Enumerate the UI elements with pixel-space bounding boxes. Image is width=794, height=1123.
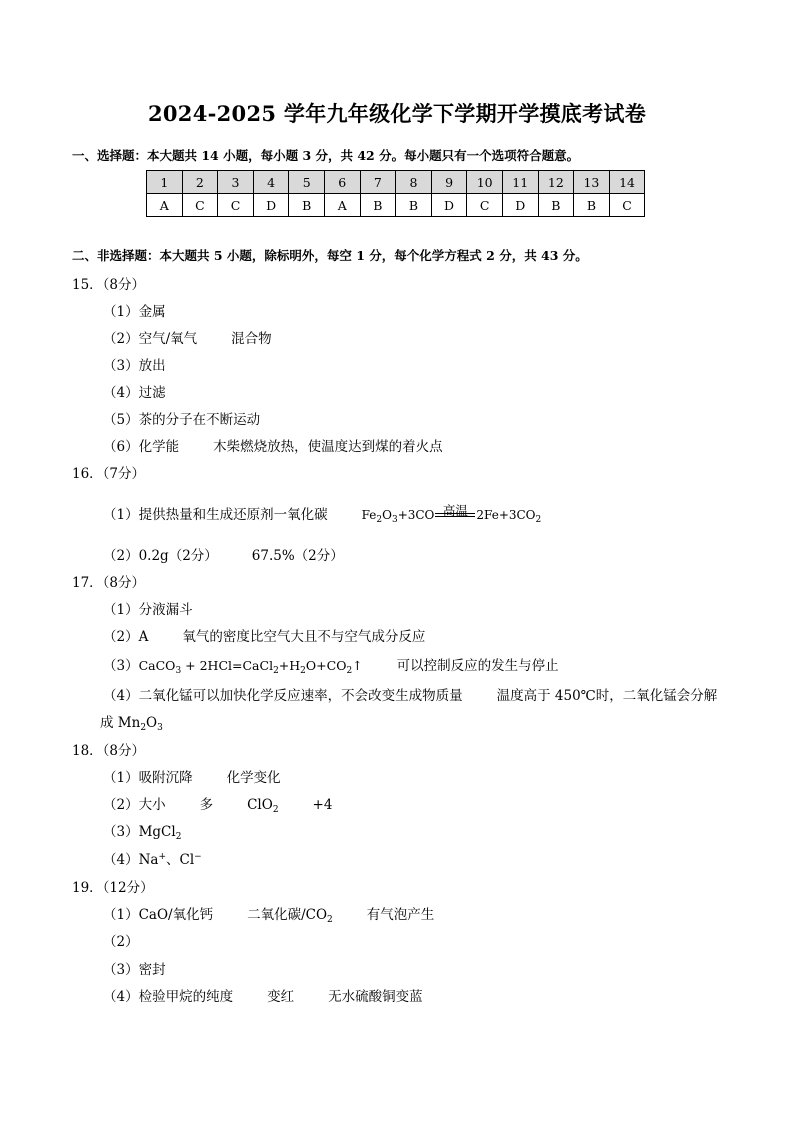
question-number-cell: 1 — [147, 171, 183, 194]
q18-answer-1 — [103, 766, 281, 786]
question-number-cell: 5 — [289, 171, 325, 194]
q19-answer-1a: （1）CaO/氧化钙 — [103, 907, 214, 923]
q19-answer-1c: 有气泡产生 — [366, 907, 435, 923]
q19-answer-4c: 无水硫酸铜变蓝 — [328, 989, 423, 1005]
answer-cell: B — [538, 194, 574, 217]
question-17-label: 17．（8分） — [72, 575, 146, 591]
answer-cell: C — [218, 194, 254, 217]
section2-heading: 二、非选择题：本大题共 5 小题，除标明外，每空 1 分，每个化学方程式 2 分，共 43 分。 — [72, 248, 588, 263]
q17-answer-4a: （4）二氧化锰可以加快化学反应速率，不会改变生成物质量 — [103, 688, 463, 704]
q19-answer-1 — [103, 903, 434, 923]
q17-answer-4 — [103, 684, 717, 704]
question-number-cell: 7 — [360, 171, 396, 194]
page-title: 2024-2025 学年九年级化学下学期开学摸底考试卷 — [147, 101, 647, 126]
q15-answer-5: （5）茶的分子在不断运动 — [103, 412, 261, 428]
q18-answer-3: （3）MgCl$_2$ — [103, 824, 182, 842]
q15-answer-2 — [103, 327, 272, 347]
q15-answer-6 — [103, 435, 443, 455]
question-number-cell: 4 — [253, 171, 289, 194]
q15-answer-6a: （6）化学能 — [103, 439, 180, 455]
q17-answer-1: （1）分液漏斗 — [103, 602, 193, 618]
question-number-cell: 11 — [502, 171, 538, 194]
q18-answer-2b: 多 — [199, 797, 214, 813]
answer-cell: B — [574, 194, 610, 217]
question-number-cell: 10 — [467, 171, 503, 194]
q16-answer-2a: （2）0.2g（2分） — [103, 548, 218, 564]
q19-answer-4b: 变红 — [267, 989, 295, 1005]
q17-answer-2b: 氧气的密度比空气大且不与空气成分反应 — [182, 629, 426, 645]
q19-answer-4a: （4）检验甲烷的纯度 — [103, 989, 234, 1005]
question-number-cell: 3 — [218, 171, 254, 194]
q17-answer-2 — [103, 625, 425, 645]
q19-answer-2: （2） — [103, 934, 139, 950]
q17-equation: CaCO$_3$ + $2HCl=CaCl_2+H_2O+CO_2↑$ — [138, 658, 363, 676]
q18-answer-1b: 化学变化 — [226, 770, 281, 786]
question-number-cell: 14 — [609, 171, 645, 194]
q17-answer-4-continued: 成 $Mn_2O_3$ — [100, 715, 163, 733]
answer-cell: B — [360, 194, 396, 217]
answer-cell: D — [253, 194, 289, 217]
question-number-cell: 12 — [538, 171, 574, 194]
q17-answer-4b: 温度高于 450℃时，二氧化锰会分解 — [496, 688, 718, 704]
q18-answer-4: （4）Na+、Cl− — [103, 852, 202, 868]
section1-heading: 一、选择题：本大题共 14 小题，每小题 3 分，共 42 分。每小题只有一个选项符合题意。 — [72, 148, 580, 163]
q15-answer-2a: （2）空气/氧气 — [103, 331, 198, 347]
q19-answer-3: （3）密封 — [103, 962, 166, 978]
answer-cell: C — [467, 194, 503, 217]
question-number-cell: 6 — [324, 171, 360, 194]
q18-answer-2c: ClO$_2$ — [247, 797, 279, 815]
q18-answer-1a: （1）吸附沉降 — [103, 770, 193, 786]
q17-answer-3b: 可以控制反应的发生与停止 — [396, 658, 559, 674]
q15-answer-2b: 混合物 — [231, 331, 272, 347]
question-16-label: 16．（7分） — [72, 466, 146, 482]
q19-answer-4 — [103, 985, 423, 1005]
question-18-label: 18．（8分） — [72, 743, 146, 759]
question-number-cell: 9 — [431, 171, 467, 194]
q18-answer-2a: （2）大小 — [103, 797, 166, 813]
q15-answer-4: （4）过滤 — [103, 385, 166, 401]
q15-answer-6b: 木柴燃烧放热，使温度达到煤的着火点 — [213, 439, 443, 455]
answer-cell: C — [609, 194, 645, 217]
answer-cell: C — [182, 194, 218, 217]
answer-cell: A — [324, 194, 360, 217]
answer-cell: B — [396, 194, 432, 217]
q19-answer-1b: 二氧化碳$/CO_2$ — [247, 907, 333, 925]
question-number-cell: 2 — [182, 171, 218, 194]
question-15-label: 15．（8分） — [72, 277, 146, 293]
answer-key-table — [146, 170, 645, 217]
answer-key-number-row — [147, 171, 645, 194]
q16-answer-2 — [103, 544, 344, 564]
q17-answer-3: （3）CaCO$_3$ + $2HCl=CaCl_2+H_2O+CO_2↑$ 可以控制反应的发生与停止 — [103, 658, 559, 676]
q18-answer-2 — [103, 793, 332, 813]
q16-answer-1a: （1）提供热量和生成还原剂一氧化碳 — [103, 507, 328, 523]
q16-answer-1 — [103, 503, 541, 523]
answer-cell: A — [147, 194, 183, 217]
q15-answer-3: （3）放出 — [103, 358, 166, 374]
answer-cell: B — [289, 194, 325, 217]
answer-key-answer-row — [147, 194, 645, 217]
q17-answer-2a: （2）A — [103, 629, 149, 645]
question-number-cell: 13 — [574, 171, 610, 194]
question-number-cell: 8 — [396, 171, 432, 194]
answer-cell: D — [431, 194, 467, 217]
question-19-label: 19．（12分） — [72, 880, 154, 896]
q18-answer-2d: +4 — [312, 797, 333, 813]
q15-answer-1: （1）金属 — [103, 304, 166, 320]
q16-equation: $Fe_2O_3+3CO$ 高温 $2Fe+3CO_2$ — [361, 503, 542, 525]
q16-answer-2b: 67.5%（2分） — [251, 548, 344, 564]
answer-cell: D — [502, 194, 538, 217]
